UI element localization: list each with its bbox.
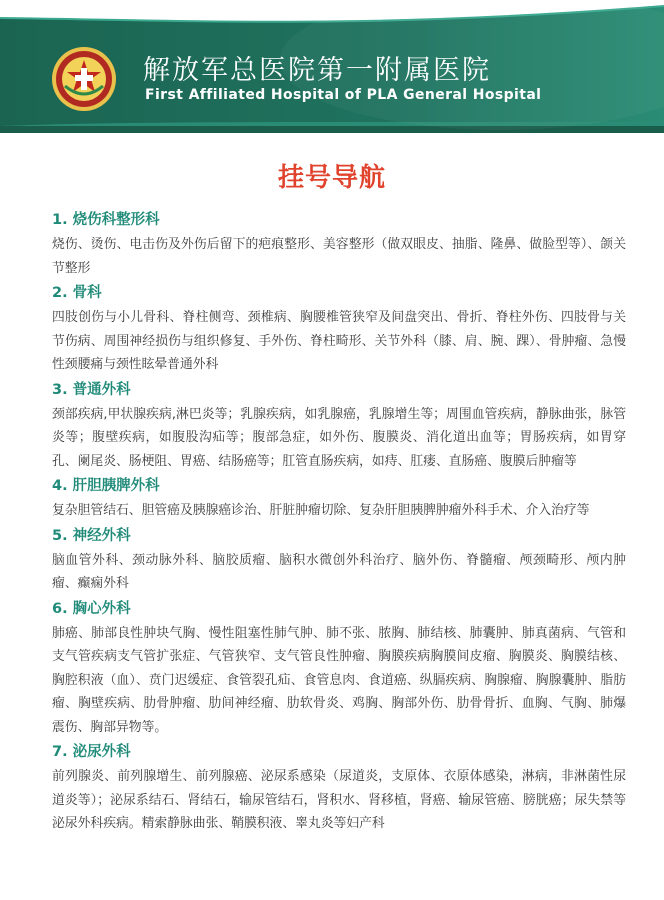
department-description: 脑血管外科、颈动脉外科、脑胶质瘤、脑积水微创外科治疗、脑外伤、脊髓瘤、颅颈畸形、颅内肿瘤、癫痫外科: [52, 552, 626, 591]
department-title: 6. 胸心外科: [52, 600, 131, 617]
hospital-header: [0, 0, 664, 140]
department-description: 颈部疾病,甲状腺疾病,淋巴炎等；乳腺疾病，如乳腺癌，乳腺增生等；周围血管疾病，静脉曲张，脉管炎等；腹壁疾病，如腹股沟疝等；腹部急症，如外伤、腹膜炎、消化道出血等；胃肠疾病，如胃穿孔、阑尾炎、肠梗阻、胃癌、结肠癌等；肛管直肠疾病，如痔、肛瘘、直肠癌、腹膜后肿瘤等: [52, 406, 626, 469]
department-title: 2. 骨科: [52, 285, 102, 301]
department-description: 肺癌、肺部良性肿块气胸、慢性阻塞性肺气肿、肺不张、脓胸、肺结核、肺囊肿、肺真菌病、气管和支气管疾病支气管扩张症、气管狭窄、支气管良性肿瘤、胸膜疾病胸膜间皮瘤、胸膜炎、胸膜结核、胸腔积液（血）、贲门迟缓症、食管裂孔疝、食管息肉、食道癌、纵膈疾病、胸腺瘤、胸腺囊肿、脂肪瘤、胸壁疾病、肋骨肿瘤、肋间神经瘤、肋软骨炎、鸡胸、胸部外伤、肋骨骨折、血胸、气胸、肺爆震伤、胸部异物等。: [52, 625, 626, 735]
department-title: 7. 泌尿外科: [52, 744, 131, 760]
page-title: 挂号导航: [277, 163, 386, 193]
department-item: [52, 210, 626, 280]
hospital-name-en: First Affiliated Hospital of PLA General Hospital: [145, 87, 542, 103]
department-item: [52, 526, 626, 596]
department-description: 前列腺炎、前列腺增生、前列腺癌、泌尿系感染（尿道炎，支原体、衣原体感染，淋病，非淋菌性尿道炎等）；泌尿系结石、肾结石，输尿管结石，肾积水、肾移植，肾癌、输尿管癌、膀胱癌；尿失禁等泌尿外科疾病。精索静脉曲张、鞘膜积液、睾丸炎等妇产科: [52, 769, 626, 831]
department-list: [52, 210, 626, 839]
department-title: 1. 烧伤科整形科: [52, 212, 160, 228]
department-item: [52, 599, 626, 740]
department-title: 3. 普通外科: [52, 381, 131, 398]
department-item: [52, 283, 626, 377]
hospital-emblem-icon: [51, 46, 117, 112]
department-description: 四肢创伤与小儿骨科、脊柱侧弯、颈椎病、胸腰椎管狭窄及间盘突出、骨折、脊柱外伤、四肢骨与关节伤病、周围神经损伤与组织修复、手外伤、脊柱畸形、关节外科（膝、肩、腕、踝）、骨肿瘤、急慢性颈腰痛与颈性眩晕普通外科: [52, 310, 626, 372]
department-item: [52, 476, 626, 523]
department-item: [52, 742, 626, 836]
department-description: 复杂胆管结石、胆管癌及胰腺癌诊治、肝脏肿瘤切除、复杂肝胆胰脾肿瘤外科手术、介入治疗等: [52, 503, 590, 518]
department-item: [52, 380, 626, 474]
department-description: 烧伤、烫伤、电击伤及外伤后留下的疤痕整形、美容整形（做双眼皮、抽脂、隆鼻、做脸型等）、颌关节整形: [52, 237, 626, 276]
department-title: 4. 肝胆胰脾外科: [52, 478, 160, 494]
department-title: 5. 神经外科: [52, 527, 131, 544]
hospital-name-cn: 解放军总医院第一附属医院: [143, 55, 491, 86]
